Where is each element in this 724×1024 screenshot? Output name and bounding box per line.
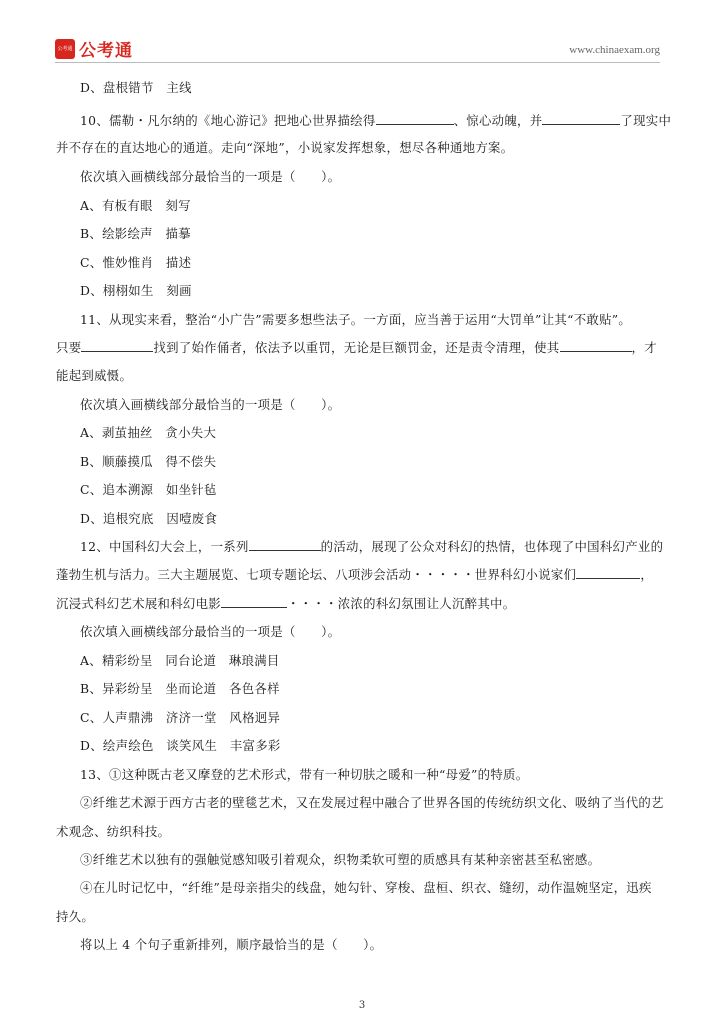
q13-sentence-3: ③纤维艺术以独有的强触觉感知吸引着观众，织物柔软可塑的质感具有某种亲密甚至私密感。 (80, 852, 601, 867)
q11-option-d: D、追根究底 因噎废食 (80, 511, 218, 526)
q13-sentence-1: 13、①这种既古老又摩登的艺术形式，带有一种切肤之暖和一种“母爱”的特质。 (80, 767, 529, 782)
q13-sentence-2-line2: 术观念、纺织科技。 (56, 824, 171, 839)
brand-logo[interactable] (55, 36, 133, 61)
q12-stem-line1: 12、中国科幻大会上，一系列 的活动，展现了公众对科幻的热情，也体现了中国科幻产业的 (80, 539, 664, 554)
fill-blank (376, 113, 454, 125)
q10-option-c: C、惟妙惟肖 描述 (80, 255, 192, 270)
q12-prompt: 依次填入画横线部分最恰当的一项是（ ）。 (80, 624, 341, 639)
q12-option-d: D、绘声绘色 谈笑风生 丰富多彩 (80, 738, 281, 753)
q10-option-d: D、栩栩如生 刻画 (80, 283, 192, 298)
q10-prompt: 依次填入画横线部分最恰当的一项是（ ）。 (80, 169, 341, 184)
q12-option-c: C、人声鼎沸 济济一堂 风格迥异 (80, 710, 281, 725)
page-header (0, 0, 724, 66)
q13-sentence-4-line1: ④在儿时记忆中，“纤维”是母亲指尖的线盘，她勾针、穿梭、盘桓、织衣、缝纫，动作温婉坚定，迅疾 (80, 880, 652, 895)
q12-option-a: A、精彩纷呈 同台论道 琳琅满目 (80, 653, 280, 668)
fill-blank (81, 340, 153, 352)
q11-stem-line1: 11、从现实来看，整治“小广告”需要多想些法子。一方面，应当善于运用“大罚单”让其“不敢贴”。 (80, 312, 632, 327)
page-number: 3 (358, 1000, 366, 1011)
q11-option-a: A、剥茧抽丝 贪小失大 (80, 425, 217, 440)
fill-blank (576, 567, 640, 579)
fill-blank (249, 539, 321, 551)
q10-stem-line1: 10、儒勒・凡尔纳的《地心游记》把地心世界描绘得 、惊心动魄，并 了现实中 (80, 113, 672, 128)
q10-option-a: A、有板有眼 刻写 (80, 198, 191, 213)
header-divider (55, 62, 660, 63)
q12-stem-line2: 蓬勃生机与活力。三大主题展览、七项专题论坛、八项涉会活动・・・・・世界科幻小说家们 ， (56, 567, 654, 582)
fill-blank (560, 340, 632, 352)
site-url[interactable]: www.chinaexam.org (569, 44, 660, 56)
q10-stem-line2: 并不存在的直达地心的通道。走向“深地”，小说家发挥想象，想尽各种通地方案。 (56, 140, 514, 155)
logo-text: 公考通 (79, 41, 133, 61)
q10-option-b: B、绘影绘声 描摹 (80, 226, 191, 241)
q11-option-c: C、追本溯源 如坐针毡 (80, 482, 217, 497)
q9-option-d: D、盘根错节 主线 (80, 80, 192, 95)
q12-option-b: B、异彩纷呈 坐而论道 各色各样 (80, 681, 280, 696)
q11-option-b: B、顺藤摸瓜 得不偿失 (80, 454, 217, 469)
fill-blank (221, 596, 287, 608)
q11-stem-line2: 只要 找到了始作俑者，依法予以重罚，无论是巨额罚金，还是责令清理，使其 ，才 (56, 340, 657, 355)
q11-stem-line3: 能起到威慑。 (56, 368, 133, 383)
fill-blank (542, 113, 620, 125)
q13-sentence-2-line1: ②纤维艺术源于西方古老的壁毯艺术，又在发展过程中融合了世界各国的传统纺织文化、吸纳了当代的艺 (80, 795, 664, 810)
q13-sentence-4-line2: 持久。 (56, 909, 95, 924)
q13-prompt: 将以上 4 个句子重新排列，顺序最恰当的是（ ）。 (80, 937, 383, 952)
q12-stem-line3: 沉浸式科幻艺术展和科幻电影 ・・・・浓浓的科幻氛围让人沉醉其中。 (56, 596, 516, 611)
q11-prompt: 依次填入画横线部分最恰当的一项是（ ）。 (80, 397, 341, 412)
logo-badge-icon: 公考通 (55, 39, 75, 59)
